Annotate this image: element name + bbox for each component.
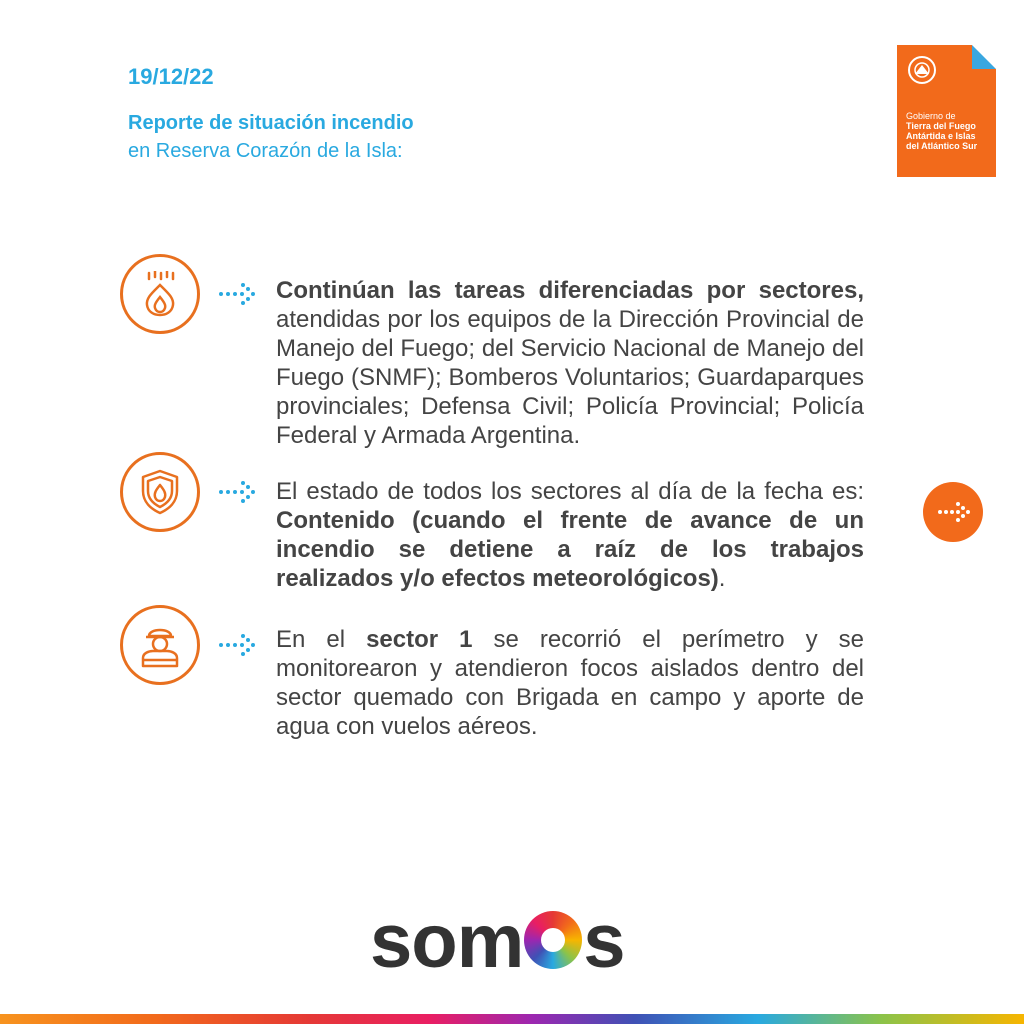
brand-text-left: som [370,899,524,984]
item-text [276,477,864,593]
color-wheel-icon [524,911,582,969]
item-bold: Contenido (cuando el frente de avance de un incendio se detiene a raíz de los trabajos realizados y/o efectos meteorológicos) [276,507,864,592]
logo-line: Tierra del Fuego [906,121,976,131]
logo-line: Antártida e Islas [906,131,976,141]
dotted-arrow-icon [218,279,258,309]
dotted-arrow-icon [218,630,258,660]
item-bold: Continúan las tareas diferenciadas por sectores, [276,277,864,304]
somos-logo [370,898,625,984]
item-post: se recorrió el perímetro y se monitorearon y atendieron focos aislados dentro del sector quemado con Brigada en campo y aporte de agua con vuelos aéreos. [276,626,865,740]
next-button[interactable] [923,482,983,542]
government-logo [897,45,996,177]
report-subtitle: en Reserva Corazón de la Isla: [128,140,403,162]
logo-line: Gobierno de [906,111,956,121]
dotted-arrow-icon [218,477,258,507]
item-bold: sector 1 [366,626,473,653]
rainbow-bar [0,1014,1024,1024]
firefighter-icon [120,605,200,685]
item-text [276,276,864,450]
logo-corner [972,45,996,69]
item-body: atendidas por los equipos de la Dirección Provincial de Manejo del Fuego; del Servicio Nacional de Manejo del Fuego (SNMF); Bomberos Voluntarios; Guardaparques provinciales; Defensa Civil; Policía Provincial; Policía Federal y Armada Argentina. [276,306,864,449]
item-post: . [718,565,726,592]
report-title: Reporte de situación incendio [128,112,414,134]
fire-shield-icon [120,452,200,532]
seal-icon [907,55,937,85]
brand-text-right: s [583,899,625,984]
report-date: 19/12/22 [128,64,214,89]
dotted-arrow-icon [937,500,971,524]
logo-line: del Atlántico Sur [906,141,978,151]
item-pre: El estado de todos los sectores al día de la fecha es: [276,478,864,505]
item-text [276,625,864,741]
logo-text [906,111,992,151]
fire-icon [120,254,200,334]
item-pre: En el [276,626,367,653]
